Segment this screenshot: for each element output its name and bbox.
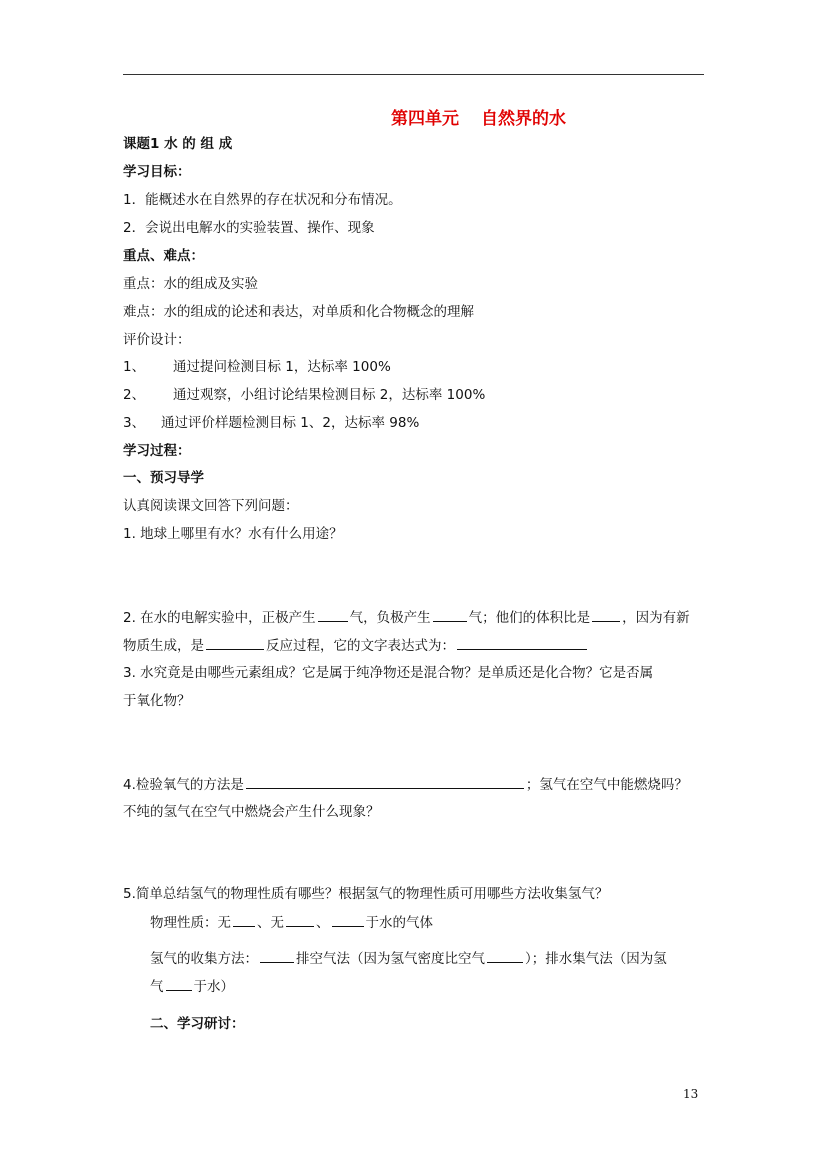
answer-blank[interactable] xyxy=(332,912,364,927)
q5-text: 于水的气体 xyxy=(365,915,433,931)
q2-text: ，因为有新 xyxy=(622,610,690,626)
answer-blank[interactable] xyxy=(433,607,467,622)
key-heading: 重点、难点： xyxy=(123,248,204,264)
answer-blank[interactable] xyxy=(457,635,587,650)
answer-blank[interactable] xyxy=(318,607,348,622)
question-4-line-2: 不纯的氢气在空气中燃烧会产生什么现象？ xyxy=(123,804,380,820)
goals-heading: 学习目标： xyxy=(123,164,191,180)
q5-text: 氢气的收集方法： xyxy=(150,951,258,967)
evaluation-text: 通过评价样题检测目标 1、2，达标率 98% xyxy=(161,415,420,431)
collection-methods-cont xyxy=(150,976,234,997)
answer-blank[interactable] xyxy=(233,912,255,927)
evaluation-num: 2、 xyxy=(123,387,146,403)
page-number: 13 xyxy=(683,1087,699,1101)
question-3-line-1: 3. 水究竟是由哪些元素组成？它是属于纯净物还是混合物？是单质还是化合物？它是否属 xyxy=(123,665,654,681)
key-point: 重点：水的组成及实验 xyxy=(123,276,258,292)
evaluation-item xyxy=(123,385,485,405)
unit-name: 自然界的水 xyxy=(481,109,566,129)
q2-text: 2. 在水的电解实验中，正极产生 xyxy=(123,610,316,626)
q2-text: 气，负极产生 xyxy=(349,610,431,626)
answer-blank[interactable] xyxy=(487,948,523,963)
question-2-line-1 xyxy=(123,607,690,628)
evaluation-text: 通过提问检测目标 1，达标率 100% xyxy=(173,359,391,375)
process-heading: 学习过程： xyxy=(123,443,191,459)
q2-text: 反应过程，它的文字表达式为： xyxy=(266,638,455,654)
evaluation-text: 通过观察，小组讨论结果检测目标 2，达标率 100% xyxy=(173,387,486,403)
q5-text: 、无 xyxy=(257,915,284,931)
goal-item: 2．会说出电解水的实验装置、操作、现象 xyxy=(123,220,375,236)
q5-text: 、 xyxy=(316,915,330,931)
q4-text: 4.检验氧气的方法是 xyxy=(123,777,244,793)
evaluation-heading: 评价设计： xyxy=(123,332,191,348)
evaluation-item xyxy=(123,357,391,377)
header-rule xyxy=(123,74,704,75)
difficulty-point: 难点：水的组成的论述和表达，对单质和化合物概念的理解 xyxy=(123,304,474,320)
question-4-line-1 xyxy=(123,774,688,795)
study-heading: 二、学习研讨： xyxy=(150,1016,245,1032)
collection-methods xyxy=(150,948,667,969)
goal-item: 1．能概述水在自然界的存在状况和分布情况。 xyxy=(123,192,402,208)
question-1: 1. 地球上哪里有水？水有什么用途？ xyxy=(123,526,343,542)
q5-text: 物理性质：无 xyxy=(150,915,231,931)
evaluation-item xyxy=(123,413,419,433)
answer-blank[interactable] xyxy=(260,948,294,963)
question-5-line-1: 5.简单总结氢气的物理性质有哪些？根据氢气的物理性质可用哪些方法收集氢气？ xyxy=(123,886,609,902)
physical-properties xyxy=(150,912,433,933)
question-2-line-2 xyxy=(123,635,589,656)
answer-blank[interactable] xyxy=(166,976,192,991)
preview-heading: 一、预习导学 xyxy=(123,470,204,486)
q5-text: 气 xyxy=(150,979,164,995)
answer-blank[interactable] xyxy=(286,912,314,927)
lesson-title: 课题1 水 的 组 成 xyxy=(123,136,233,152)
answer-blank[interactable] xyxy=(592,607,620,622)
q5-text: ）；排水集气法（因为氢 xyxy=(525,951,667,967)
answer-blank[interactable] xyxy=(246,774,524,789)
q2-text: 物质生成，是 xyxy=(123,638,204,654)
evaluation-num: 3、 xyxy=(123,415,146,431)
q5-text: 排空气法（因为氢气密度比空气 xyxy=(296,951,485,967)
evaluation-num: 1、 xyxy=(123,359,146,375)
question-3-line-2: 于氧化物？ xyxy=(123,693,191,709)
unit-number: 第四单元 xyxy=(391,109,459,129)
q2-text: 气；他们的体积比是 xyxy=(468,610,591,626)
answer-blank[interactable] xyxy=(206,635,264,650)
q4-text: ；氢气在空气中能燃烧吗？ xyxy=(525,777,688,793)
q5-text: 于水） xyxy=(193,979,234,995)
preview-intro: 认真阅读课文回答下列问题： xyxy=(123,498,299,514)
unit-title xyxy=(0,104,827,129)
